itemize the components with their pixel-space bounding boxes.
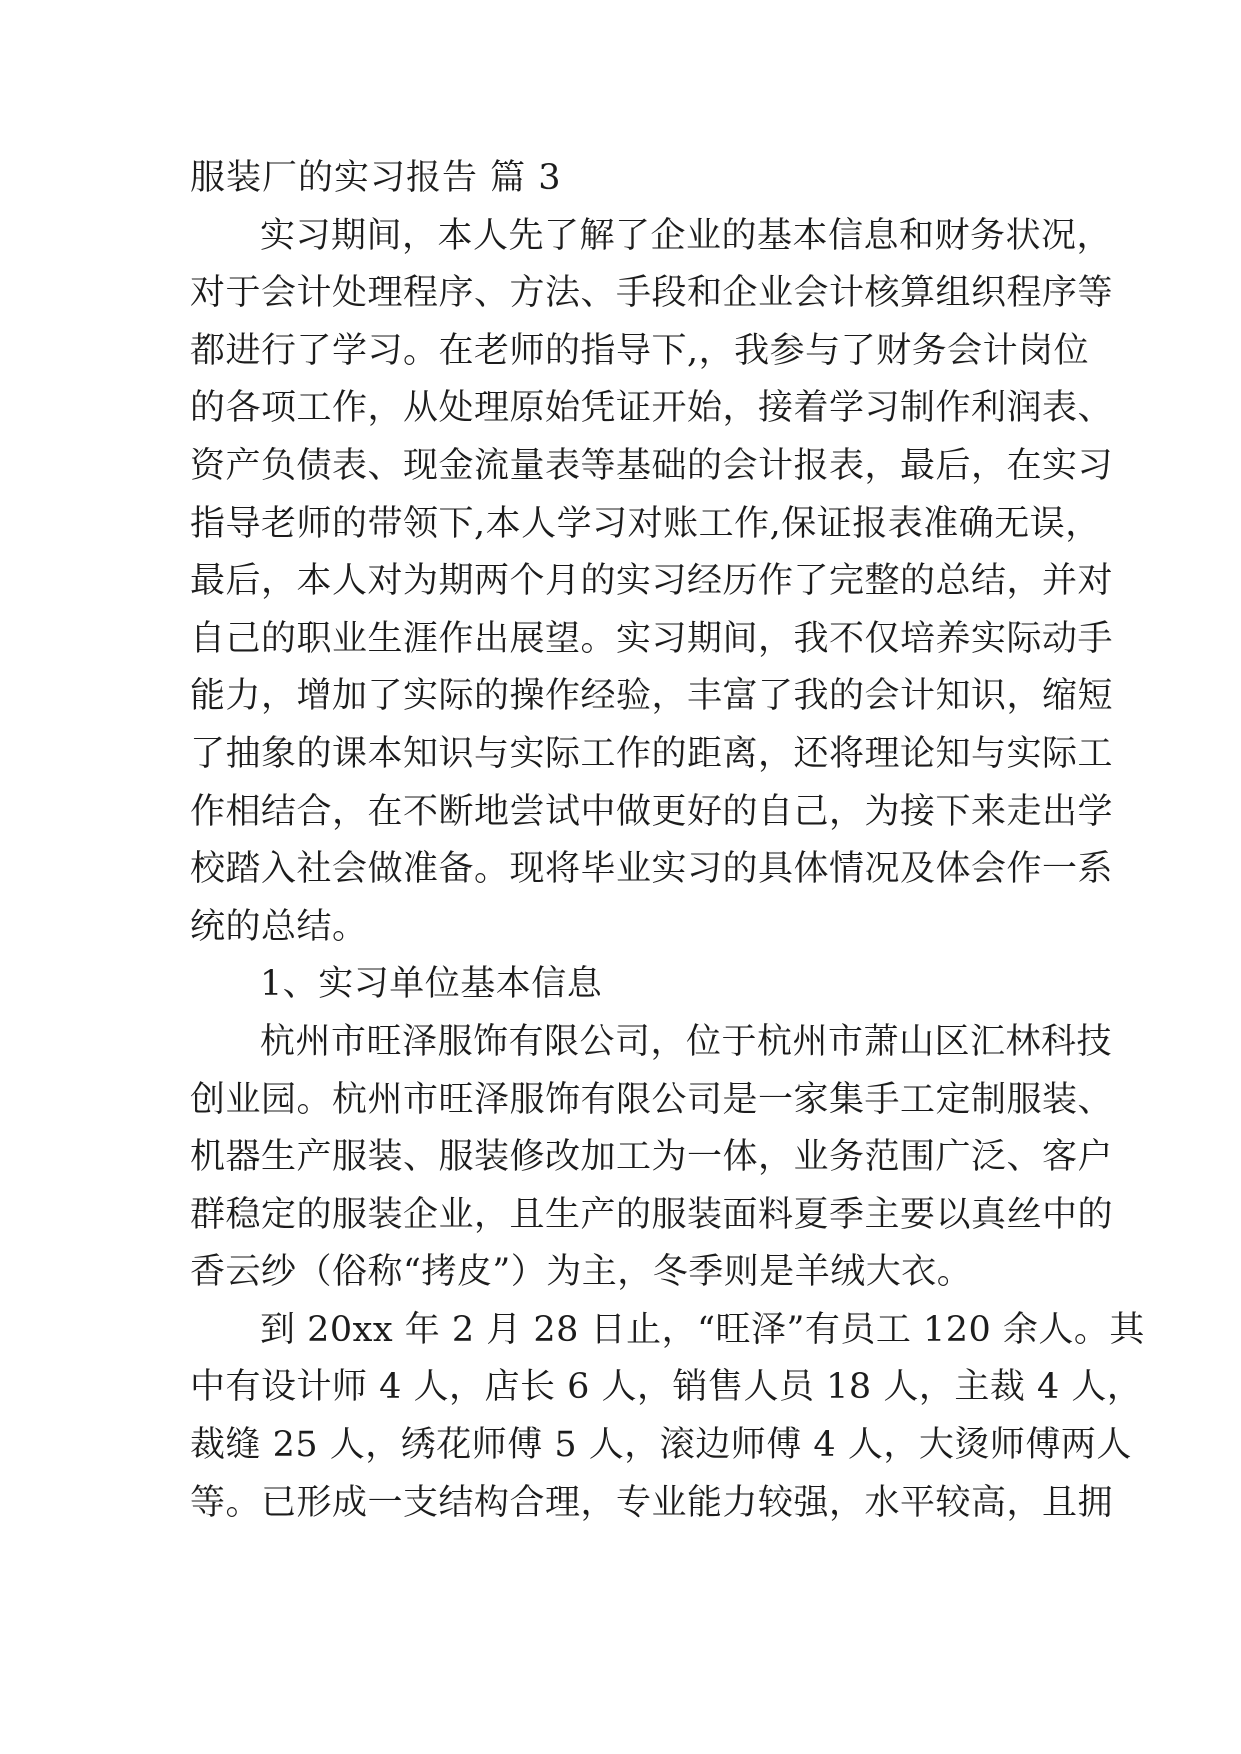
paragraph-line: 的各项工作，从处理原始凭证开始，接着学习制作利润表、	[190, 388, 1114, 429]
paragraph-line: 统的总结。	[190, 906, 368, 947]
paragraph-line: 机器生产服装、服装修改加工为一体，业务范围广泛、客户	[190, 1137, 1114, 1178]
paragraph-line: 杭州市旺泽服饰有限公司，位于杭州市萧山区汇林科技	[260, 1021, 1113, 1062]
paragraph-line: 作相结合，在不断地尝试中做更好的自己，为接下来走出学	[190, 791, 1114, 832]
paragraph-line: 中有设计师 4 人，店长 6 人，销售人员 18 人，主裁 4 人，	[190, 1367, 1143, 1408]
paragraph-line: 裁缝 25 人，绣花师傅 5 人，滚边师傅 4 人，大烫师傅两人	[190, 1425, 1132, 1466]
paragraph-line: 了抽象的课本知识与实际工作的距离，还将理论知与实际工	[190, 733, 1114, 774]
document-body	[190, 150, 1241, 1532]
paragraph-internship-overview	[190, 208, 1241, 957]
paragraph-line: 校踏入社会做准备。现将毕业实习的具体情况及体会作一系	[190, 849, 1114, 890]
paragraph-line: 指导老师的带领下,本人学习对账工作,保证报表准确无误，	[190, 503, 1101, 544]
paragraph-line: 自己的职业生涯作出展望。实习期间，我不仅培养实际动手	[190, 618, 1114, 659]
paragraph-line: 最后，本人对为期两个月的实习经历作了完整的总结，并对	[190, 561, 1114, 602]
paragraph-line: 等。已形成一支结构合理，专业能力较强，水平较高，且拥	[190, 1482, 1114, 1523]
paragraph-line: 到 20xx 年 2 月 28 日止，“旺泽”有员工 120 余人。其	[260, 1309, 1145, 1350]
paragraph-staff-info	[190, 1302, 1241, 1532]
section-heading: 1、实习单位基本信息	[260, 964, 603, 1005]
paragraph-line: 香云纱（俗称“拷皮”）为主，冬季则是羊绒大衣。	[190, 1252, 973, 1293]
paragraph-line: 创业园。杭州市旺泽服饰有限公司是一家集手工定制服装、	[190, 1079, 1114, 1120]
paragraph-line: 资产负债表、现金流量表等基础的会计报表，最后，在实习	[190, 445, 1114, 486]
paragraph-line: 对于会计处理程序、方法、手段和企业会计核算组织程序等	[190, 273, 1114, 314]
paragraph-line: 能力，增加了实际的操作经验，丰富了我的会计知识，缩短	[190, 676, 1114, 717]
paragraph-line: 都进行了学习。在老师的指导下,，我参与了财务会计岗位	[190, 330, 1090, 371]
paragraph-line: 群稳定的服装企业，且生产的服装面料夏季主要以真丝中的	[190, 1194, 1114, 1235]
paragraph-line: 实习期间，本人先了解了企业的基本信息和财务状况，	[260, 215, 1113, 256]
paragraph-company-info	[190, 1014, 1241, 1302]
document-title: 服装厂的实习报告 篇 3	[190, 158, 562, 198]
